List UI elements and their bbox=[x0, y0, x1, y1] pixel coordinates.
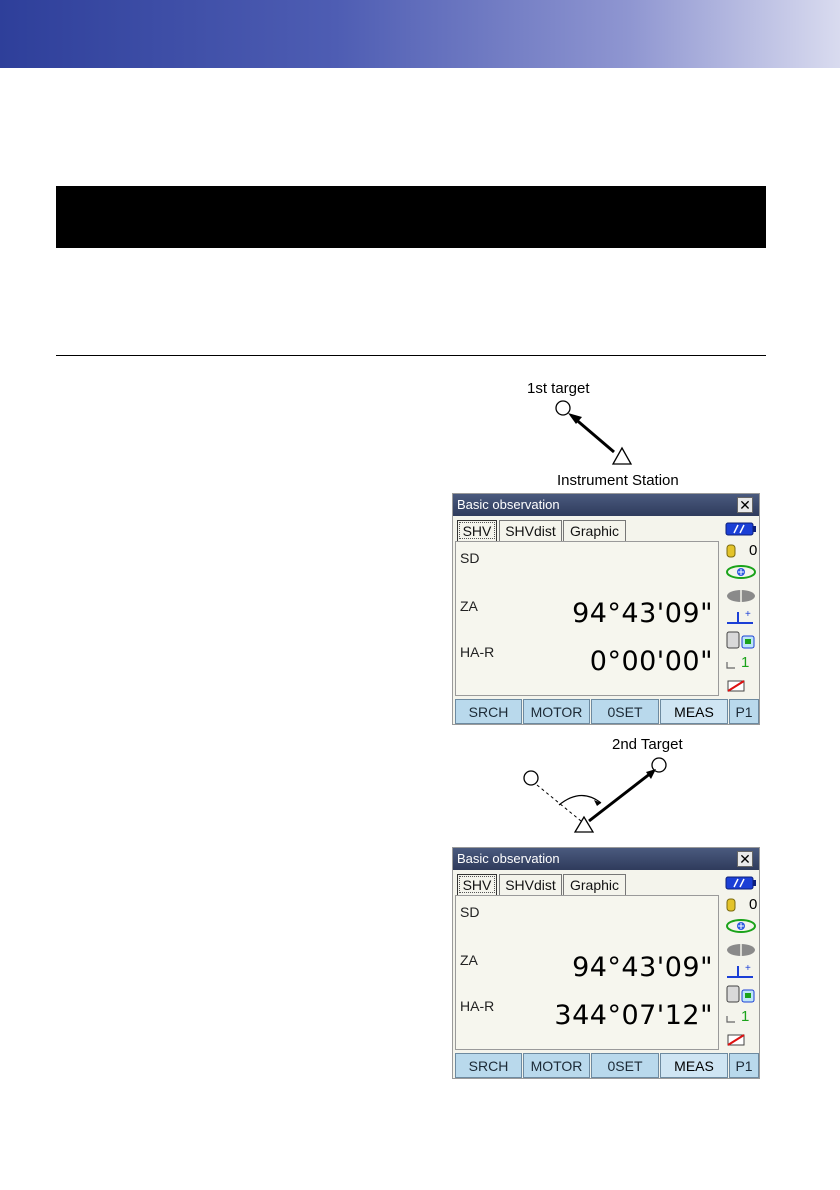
field-label-sd: SD bbox=[460, 904, 480, 920]
svg-text:+: + bbox=[745, 963, 751, 974]
status-icon-column bbox=[723, 874, 759, 1052]
section-title-bar bbox=[56, 186, 766, 248]
tab-graphic[interactable]: Graphic bbox=[563, 874, 626, 895]
window-title: Basic observation bbox=[457, 851, 560, 866]
communication-icon[interactable] bbox=[725, 630, 759, 650]
softkey-page[interactable]: P1 bbox=[729, 699, 759, 724]
tilt-icon[interactable] bbox=[725, 918, 759, 934]
target-height-icon[interactable] bbox=[725, 608, 759, 626]
close-button[interactable]: ✕ bbox=[737, 497, 753, 513]
softkey-bar bbox=[453, 699, 759, 724]
tab-graphic[interactable]: Graphic bbox=[563, 520, 626, 541]
instrument-triangle bbox=[613, 448, 631, 464]
window-titlebar bbox=[453, 494, 759, 516]
softkey-page[interactable]: P1 bbox=[729, 1053, 759, 1078]
tab-shvdist[interactable]: SHVdist bbox=[499, 520, 562, 541]
softkey-meas[interactable]: MEAS bbox=[660, 1053, 728, 1078]
tab-shv[interactable]: SHV bbox=[457, 874, 497, 895]
rotation-arc bbox=[559, 795, 601, 805]
softkey-motor[interactable]: MOTOR bbox=[523, 1053, 590, 1078]
field-label-za: ZA bbox=[460, 598, 478, 614]
measurement-panel bbox=[455, 541, 719, 696]
field-value-za: 94°43'09" bbox=[572, 952, 713, 983]
field-label-za: ZA bbox=[460, 952, 478, 968]
battery-icon[interactable] bbox=[725, 876, 757, 890]
laser-icon[interactable] bbox=[725, 588, 759, 604]
field-label-ha-r: HA-R bbox=[460, 998, 495, 1014]
first-target-circle bbox=[556, 401, 570, 415]
prism-constant-value: 0 bbox=[749, 896, 758, 913]
svg-text:+: + bbox=[745, 609, 751, 620]
tab-shvdist[interactable]: SHVdist bbox=[499, 874, 562, 895]
channel-value: 1 bbox=[741, 654, 750, 671]
header-band bbox=[0, 0, 840, 68]
close-button[interactable]: ✕ bbox=[737, 851, 753, 867]
battery-icon[interactable] bbox=[725, 522, 757, 536]
first-target-label: 1st target bbox=[527, 380, 590, 397]
field-value-za: 94°43'09" bbox=[572, 598, 713, 629]
softkey-meas[interactable]: MEAS bbox=[660, 699, 728, 724]
field-label-ha-r: HA-R bbox=[460, 644, 495, 660]
divider-rule bbox=[56, 355, 766, 356]
tab-shv[interactable]: SHV bbox=[457, 520, 497, 541]
second-target-label: 2nd Target bbox=[612, 736, 683, 753]
tilt-icon[interactable] bbox=[725, 564, 759, 580]
diagram-second-target bbox=[515, 735, 715, 835]
instrument-screen-2 bbox=[452, 847, 760, 1079]
softkey-bar bbox=[453, 1053, 759, 1078]
channel-icon[interactable] bbox=[725, 660, 739, 670]
communication-icon[interactable] bbox=[725, 984, 759, 1004]
field-label-sd: SD bbox=[460, 550, 480, 566]
first-target-circle bbox=[524, 771, 538, 785]
diagram-first-target bbox=[510, 378, 710, 488]
input-mode-icon[interactable] bbox=[725, 678, 749, 694]
softkey-srch[interactable]: SRCH bbox=[455, 1053, 522, 1078]
channel-icon[interactable] bbox=[725, 1014, 739, 1024]
prism-constant-value: 0 bbox=[749, 542, 758, 559]
instrument-screen-1 bbox=[452, 493, 760, 725]
prism-icon[interactable] bbox=[725, 898, 737, 912]
softkey-0set[interactable]: 0SET bbox=[591, 1053, 659, 1078]
field-value-ha-r: 344°07'12" bbox=[554, 1000, 713, 1031]
target-height-icon[interactable] bbox=[725, 962, 759, 980]
channel-value: 1 bbox=[741, 1008, 750, 1025]
laser-icon[interactable] bbox=[725, 942, 759, 958]
field-value-ha-r: 0°00'00" bbox=[589, 646, 713, 677]
softkey-0set[interactable]: 0SET bbox=[591, 699, 659, 724]
softkey-srch[interactable]: SRCH bbox=[455, 699, 522, 724]
instrument-station-label: Instrument Station bbox=[557, 472, 679, 489]
measurement-panel bbox=[455, 895, 719, 1050]
prism-icon[interactable] bbox=[725, 544, 737, 558]
window-titlebar bbox=[453, 848, 759, 870]
input-mode-icon[interactable] bbox=[725, 1032, 749, 1048]
softkey-motor[interactable]: MOTOR bbox=[523, 699, 590, 724]
status-icon-column bbox=[723, 520, 759, 698]
window-title: Basic observation bbox=[457, 497, 560, 512]
